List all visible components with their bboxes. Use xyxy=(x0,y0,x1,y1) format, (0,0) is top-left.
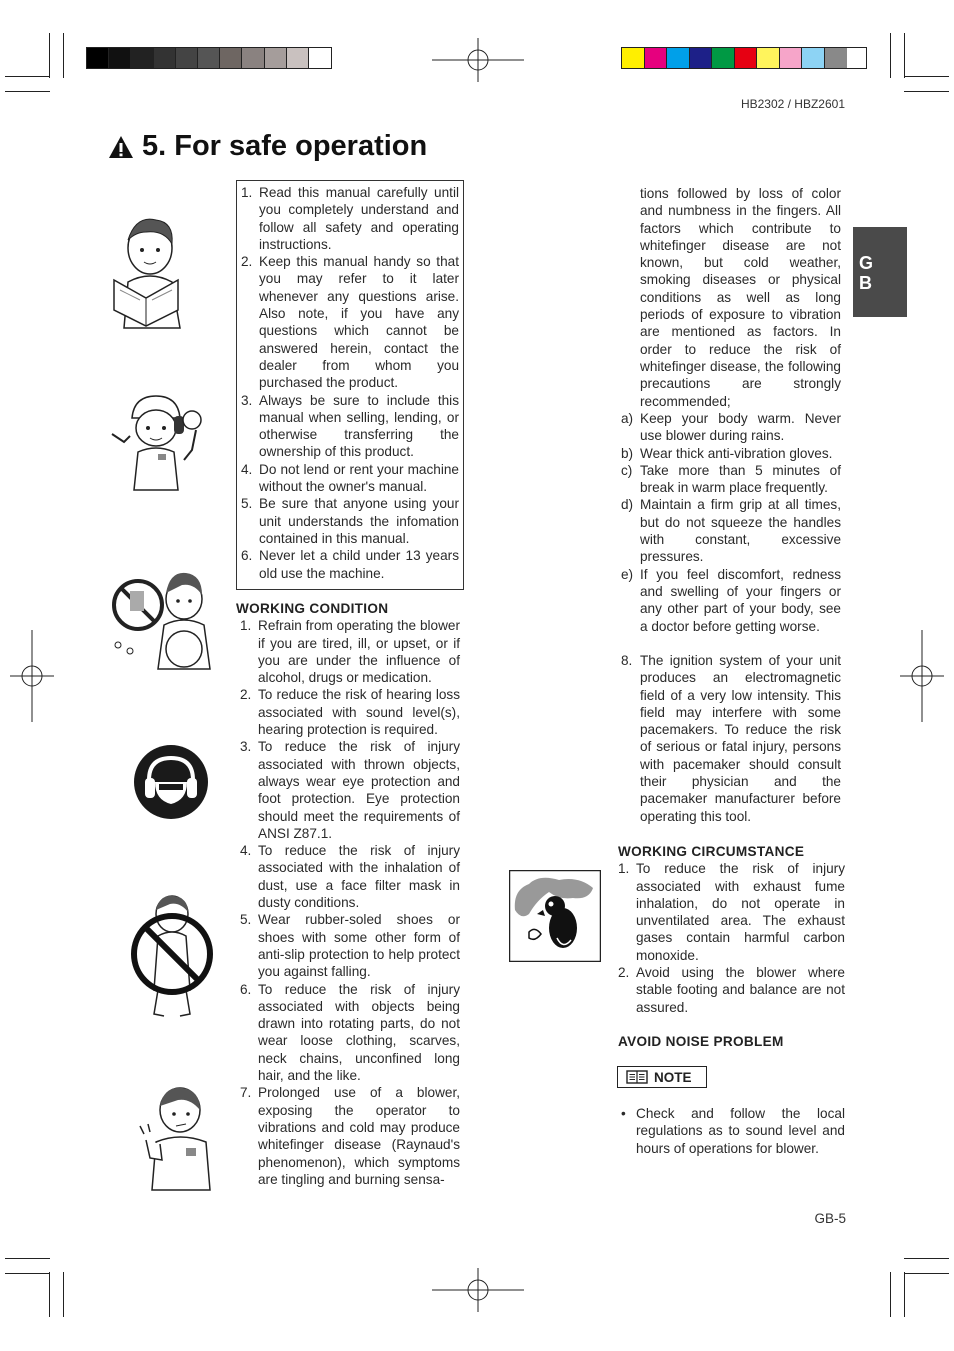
list-number: 3. xyxy=(240,739,252,755)
list-text: Refrain from operating the blower if you are tired, ill, or upset, or if you are under the influence of alcohol, drugs or medication. xyxy=(258,618,460,686)
list-number: 8. xyxy=(621,653,633,668)
list-text: To reduce the risk of injury associated with thrown objects, always wear eye protection and foot protection. Eye protection should meet the requirements of ANSI Z87.1. xyxy=(258,739,460,841)
gray-swatch xyxy=(154,48,176,68)
precaution-item xyxy=(621,496,841,565)
gray-swatch xyxy=(109,48,131,68)
list-text: Wear rubber-soled shoes or shoes with some other form of anti-slip protection to help protect you against falling. xyxy=(258,912,460,980)
list-text: To reduce the risk of injury associated with the inhalation of dust, use a face filter mask in dusty conditions. xyxy=(258,843,460,911)
exhaust-fume-illustration xyxy=(509,870,601,962)
intro-list-item xyxy=(241,461,459,496)
list-number: 2. xyxy=(241,254,253,270)
gray-swatch xyxy=(242,48,264,68)
list-number: d) xyxy=(621,497,634,513)
color-swatch xyxy=(690,48,713,68)
list-number: 1. xyxy=(241,185,253,200)
working-condition-item xyxy=(240,842,460,911)
notebook-icon xyxy=(626,1070,648,1084)
list-text: Wear thick anti-vibration gloves. xyxy=(640,445,833,461)
avoid-noise-section xyxy=(618,1033,845,1050)
working-condition-item xyxy=(240,911,460,980)
list-text: Keep your body warm. Never use blower during rains. xyxy=(640,411,841,444)
color-swatch xyxy=(802,48,825,68)
gray-swatch xyxy=(87,48,109,68)
hearing-protection-icon xyxy=(133,744,209,820)
color-swatch xyxy=(825,48,848,68)
list-text: Take more than 5 minutes of break in warm place frequently. xyxy=(640,462,841,496)
working-condition-item xyxy=(240,738,460,842)
registration-mark-top xyxy=(432,38,524,82)
gray-swatch xyxy=(198,48,220,68)
gray-swatch xyxy=(131,48,153,68)
whitefinger-precautions-list xyxy=(621,410,841,635)
intro-list-item xyxy=(241,392,459,461)
reading-manual-illustration xyxy=(106,210,186,330)
list-number: 7. xyxy=(240,1085,252,1101)
list-text: Read this manual carefully until you completely understand and follow all safety and operating instructions. xyxy=(259,185,459,252)
list-text: Keep this manual handy so that you may refer to it later whenever any questions arise. Also note, if you have any questions which cannot be answered herein, contact the dealer from whom you purchased the product. xyxy=(259,254,459,391)
language-tab xyxy=(853,227,907,317)
working-condition-list xyxy=(236,617,460,1188)
list-number: 6. xyxy=(241,548,253,564)
list-text: To reduce the risk of injury associated with exhaust fume inhalation, do not operate in unventilated area. The exhaust gases contain harmful carbon monoxide. xyxy=(636,861,845,963)
list-number: 4. xyxy=(240,843,252,859)
avoid-noise-heading: AVOID NOISE PROBLEM xyxy=(618,1034,784,1049)
color-swatch xyxy=(735,48,758,68)
page-title xyxy=(108,130,427,163)
pacemaker-warning xyxy=(621,652,841,825)
intro-rules-box xyxy=(236,180,464,590)
list-number: 6. xyxy=(240,981,252,997)
whitefinger-continuation xyxy=(640,185,841,410)
working-condition-section xyxy=(236,600,460,1188)
list-number: 1. xyxy=(618,861,630,877)
list-number: 2. xyxy=(240,687,252,703)
list-number: b) xyxy=(621,445,634,461)
working-circumstance-list xyxy=(618,860,845,1016)
list-number: 5. xyxy=(241,496,253,512)
list-number: c) xyxy=(621,462,633,478)
color-swatch xyxy=(645,48,668,68)
gray-swatch xyxy=(287,48,309,68)
page-title-text: 5. For safe operation xyxy=(142,130,428,162)
list-text: Never let a child under 13 years old use the machine. xyxy=(259,548,459,581)
intro-list-item xyxy=(241,184,459,253)
whitefinger-symptom-illustration xyxy=(136,1082,216,1192)
list-text: The ignition system of your unit produces an electromagnetic field of a very low intensity. This field may interfere with some pacemakers. To reduce the risk of serious or fatal injury, persons with pacemaker should consult their physician and the pacemaker manufacturer before operating this tool. xyxy=(640,653,841,824)
list-text: Be sure that anyone using your unit understands the infomation contained in this manual. xyxy=(259,496,459,546)
gray-swatch xyxy=(220,48,242,68)
noise-bullet-item xyxy=(621,1105,845,1157)
precaution-item xyxy=(621,410,841,445)
color-calibration-bar xyxy=(621,47,867,69)
working-circumstance-item xyxy=(618,860,845,964)
gray-swatch xyxy=(176,48,198,68)
list-text: Avoid using the blower where stable footing and balance are not assured. xyxy=(636,965,845,1015)
color-swatch xyxy=(667,48,690,68)
note-label-box xyxy=(617,1066,707,1088)
working-condition-item xyxy=(240,686,460,738)
working-circumstance-heading: WORKING CIRCUMSTANCE xyxy=(618,844,805,859)
noise-bullet-text: Check and follow the local regulations as to sound level and hours of operations for blower. xyxy=(636,1106,845,1156)
color-swatch xyxy=(780,48,803,68)
language-tab-line-1: G xyxy=(859,253,874,273)
list-number: 2. xyxy=(618,965,630,981)
intro-list-item xyxy=(241,253,459,391)
no-loose-clothing-illustration xyxy=(130,890,216,1022)
working-circumstance-section xyxy=(618,843,845,1016)
list-number: 1. xyxy=(240,618,252,634)
intro-list-item xyxy=(241,547,459,582)
language-tab-line-2: B xyxy=(859,273,872,293)
working-condition-item xyxy=(240,1084,460,1188)
no-child-operation-illustration xyxy=(108,565,218,675)
list-number: 3. xyxy=(241,392,253,408)
note-label: NOTE xyxy=(654,1069,692,1085)
gray-swatch xyxy=(309,48,331,68)
registration-mark-left xyxy=(10,630,54,722)
pacemaker-item xyxy=(621,652,841,825)
precaution-item xyxy=(621,462,841,497)
list-text: Prolonged use of a blower, exposing the operator to vibrations and cold may produce whitefinger disease (Raynaud's phenomenon), which symptoms are tingling and burning sensa- xyxy=(258,1085,460,1187)
color-swatch xyxy=(757,48,780,68)
list-text: If you feel discomfort, redness and swelling of your fingers or any other part of your body, see a doctor before getting worse. xyxy=(640,566,841,634)
list-text: Do not lend or rent your machine without the owner's manual. xyxy=(259,461,459,495)
precaution-item xyxy=(621,445,841,462)
color-swatch xyxy=(622,48,645,68)
model-number: HB2302 / HBZ2601 xyxy=(740,97,845,111)
list-text: To reduce the risk of injury associated with objects being drawn into rotating parts, do not wear loose clothing, scarves, neck chains, unconfined long hair, and the like. xyxy=(258,981,460,1084)
intro-list-item xyxy=(241,495,459,547)
working-condition-heading: WORKING CONDITION xyxy=(236,601,389,616)
list-text: To reduce the risk of hearing loss associated with sound level(s), hearing protection is required. xyxy=(258,687,460,738)
continuation-paragraph: tions followed by loss of color and numbness in the fingers. All factors which contribute to whitefinger disease are not known, but cold weather, smoking diseases or physical conditions as well as long periods of exposure to vibration are mentioned as factors. In order to reduce the risk of whitefinger disease, the following precautions are strongly recommended; xyxy=(640,186,841,409)
warning-triangle-icon xyxy=(108,135,134,159)
list-number: e) xyxy=(621,566,634,582)
working-condition-item xyxy=(240,981,460,1085)
bullet-mark: • xyxy=(621,1106,626,1121)
working-circumstance-item xyxy=(618,964,845,1016)
list-number: 5. xyxy=(240,912,252,928)
precaution-item xyxy=(621,566,841,635)
working-condition-item xyxy=(240,617,460,686)
list-text: Maintain a firm grip at all times, but do not squeeze the handles with constant, excessive pressures. xyxy=(640,497,841,565)
helmet-worker-ok-illustration xyxy=(104,390,208,494)
registration-mark-right xyxy=(900,630,944,722)
color-swatch xyxy=(712,48,735,68)
grayscale-calibration-bar xyxy=(86,47,332,69)
list-number: 4. xyxy=(241,461,253,477)
page-number: GB-5 xyxy=(814,1211,846,1226)
registration-mark-bottom xyxy=(432,1268,524,1312)
list-number: a) xyxy=(621,411,634,426)
list-text: Always be sure to include this manual when selling, lending, or otherwise transferring the ownership of this product. xyxy=(259,392,459,460)
gray-swatch xyxy=(265,48,287,68)
